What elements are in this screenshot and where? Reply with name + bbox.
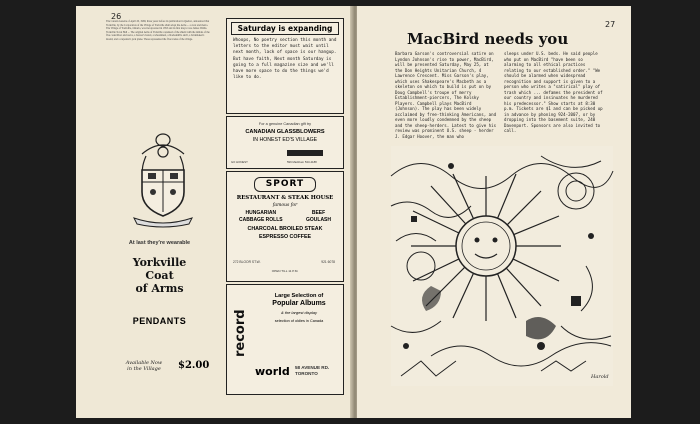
sport-restaurant-ad — [226, 171, 344, 282]
sport-item-steak: CHARCOAL BROILED STEAK — [247, 226, 323, 232]
sport-title: RESTAURANT & STEAK HOUSE — [236, 195, 334, 201]
illustration-signature: Harold — [591, 374, 609, 380]
sport-logo — [254, 177, 316, 192]
saturday-heading: Saturday is expanding — [231, 22, 339, 35]
records-line-3: & the largest display — [280, 310, 318, 315]
right-page — [357, 6, 631, 418]
coat-available-2: in the Village — [127, 366, 161, 372]
glassblowers-address-right: 599 Markham 533-4188 — [287, 160, 317, 164]
glassblowers-intro: For a genuine Canadian gift try — [258, 122, 312, 126]
canadian-glassblowers-ad — [226, 116, 344, 169]
record-world-vertical-logo: record — [233, 309, 248, 357]
saturday-body: Whoops, No poetry section this month and letters to the editor must wait until next month, lack of space is our hangup. But have faith, Next month Saturday is going to a full magazine size and we'll have more space to do the things we'd like to do. — [233, 38, 337, 81]
sport-item-left-1: HUNGARIAN — [245, 210, 277, 216]
sport-item-right-1: BEEF — [311, 210, 326, 216]
left-page — [76, 6, 353, 418]
yorkville-article-text: The Canada Gazette of April 20, 1968, three years before its publication in Quebec, announced that Yorkville, by the Corporation of the Village of Yorkville shall adopt the Arms ... a crest and motto. The Village of Yorkville, Ontario, was incorporated in 1853 and its first mayor was James Wallis. Yorkville Town Hall ... The original Arms of Yorkville consisted of the shield with the initials of the five councillors and reeve, a brewer's barrel, a wheatsheaf, a blacksmith's anvil, a brickmaker's mould, and a carpenter's jack plane. These represented the five trades of the village. — [106, 20, 210, 41]
coat-product: PENDANTS — [132, 316, 187, 326]
macbird-column-1: Barbara Garson's controversial satire on Lyndon Johnson's rise to power, MacBird, will be presented Saturday, May 25, at the Don Heights Unitarian Church, 4 Lawrence Crescent. Miss Garson's play, which uses Shakespeare's Macbeth as a skeleton on which to build is put on by Doug Campbell's troupe of merry Establishment-piercers, The Kolsky Players. Campbell plays MacBird (Johnson). The play has been widely acclaimed by free-thinking Americans, and even more loudly condemned by the sheep and the sheep-herders. Latest to give his review was prominent U.S. sheep - herder J. Edgar Hoover, the man who — [395, 51, 497, 139]
coat-tagline: At last they're wearable — [128, 240, 191, 246]
page-number-left: 26 — [111, 12, 122, 21]
sport-address: 272 BLOOR ST.W. — [233, 260, 261, 264]
records-line-2: Popular Albums — [272, 300, 326, 307]
sport-item-left-2: CABBAGE ROLLS — [239, 217, 283, 223]
sport-phone: 921 6078 — [321, 260, 335, 264]
glassblowers-name: CANADIAN GLASSBLOWERS — [245, 129, 325, 135]
coat-title-3: of Arms — [135, 282, 184, 295]
glassblowers-address-left: GO HONEST — [231, 160, 248, 164]
sport-item-coffee: ESPRESSO COFFEE — [258, 234, 312, 240]
records-address-1: 58 AVENUE RD. — [295, 365, 330, 370]
sport-logo-text: SPORT — [265, 179, 305, 189]
coat-price: $2.00 — [178, 360, 210, 371]
records-brand: world — [255, 365, 290, 378]
macbird-headline: MacBird needs you — [407, 30, 569, 48]
coat-of-arms-pendant-image — [128, 132, 198, 227]
psychedelic-illustration — [391, 146, 613, 386]
coat-available-1: Available Now — [125, 360, 163, 366]
sport-hours: OPEN TILL 11 P.M. — [271, 269, 299, 273]
sport-famous: famous for — [272, 203, 298, 208]
glassblowers-logo-block — [287, 150, 323, 156]
record-world-ad — [226, 284, 344, 395]
glassblowers-location: IN HONEST ED'S VILLAGE — [252, 137, 318, 143]
coat-title-2: Coat — [145, 269, 174, 282]
records-address-2: TORONTO — [295, 371, 318, 376]
macbird-column-2: sleeps under U.S. beds. He said people who put on MacBird "have been so alarming to all ethical practices relating to our established order." "We should be alarmed when widespread recognition and support is given to a person who writes a "satirical" play of trash which ... defames the president of our country and insinuates he murdered his predecessor." Show starts at 8:30 p.m. Tickets are $1 and can be picked up in advance by phoning 924-2007, or by dropping into the basement suite, 240 Davenport. Sponsors are also invited to call. — [504, 51, 603, 133]
records-line-4: selection of oldies in Canada — [274, 319, 324, 323]
sport-item-right-2: GOULASH — [306, 217, 331, 223]
saturday-box — [226, 18, 344, 114]
page-number-right: 27 — [605, 20, 616, 29]
coat-of-arms-ad — [106, 116, 213, 395]
coat-title-1: Yorkville — [132, 256, 187, 269]
records-line-1: Large Selection of — [274, 293, 324, 299]
